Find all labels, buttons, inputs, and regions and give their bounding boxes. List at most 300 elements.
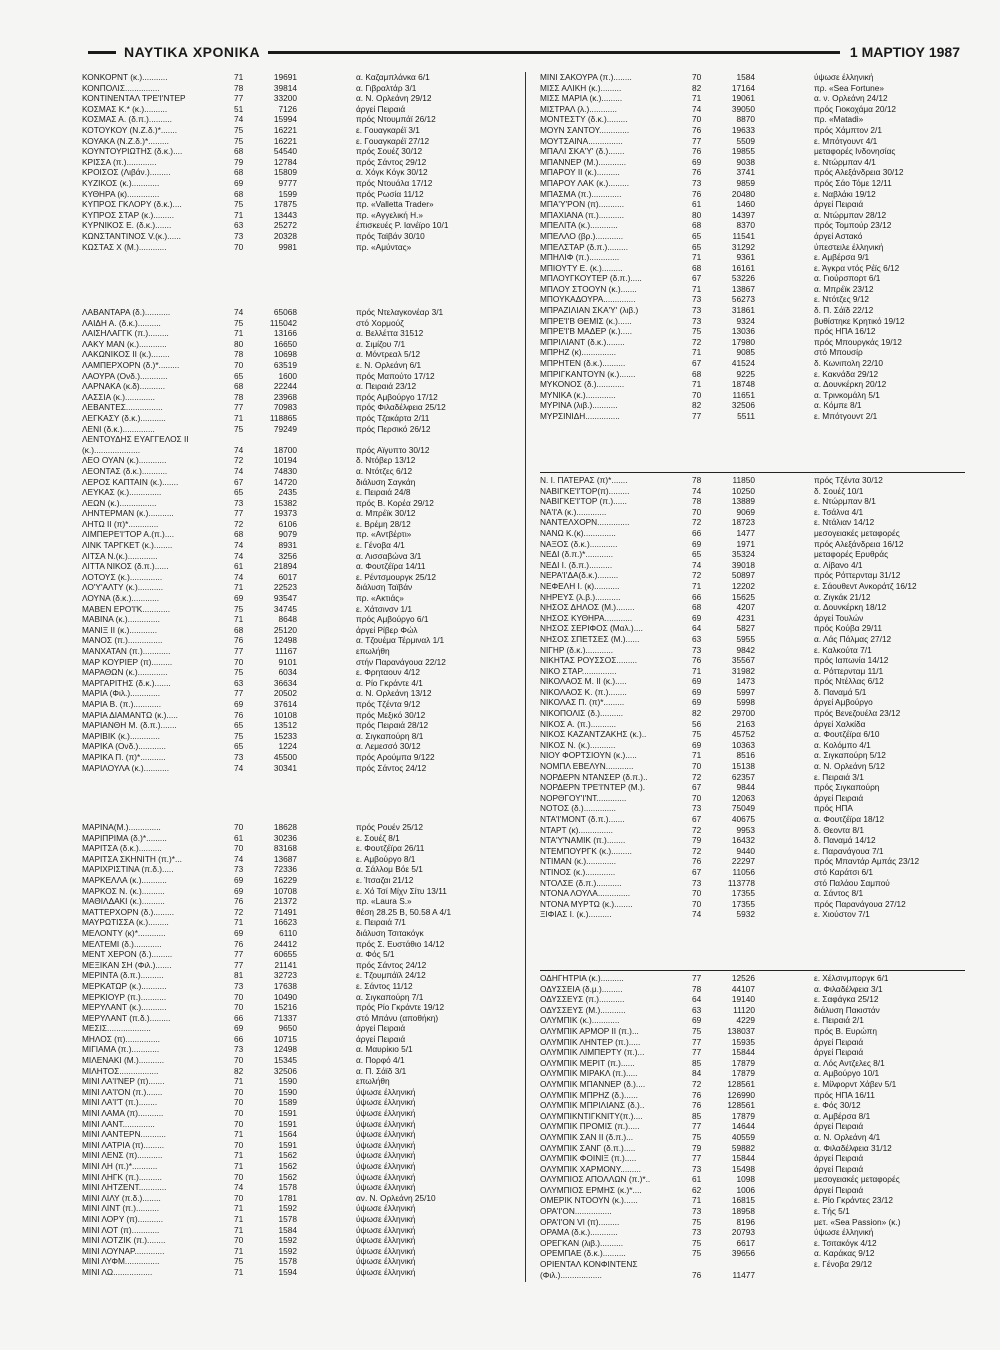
ship-list-section <box>82 72 507 252</box>
ship-row <box>540 337 965 348</box>
position-note: ε. Βρέμη 28/12 <box>356 518 411 529</box>
ship-name: ΝΟΡΘΓΟΥ'Ι'ΝΤ............. <box>540 792 627 803</box>
ship-row <box>540 517 965 528</box>
tonnage: 19633 <box>731 124 755 135</box>
build-year: 66 <box>692 527 702 538</box>
ship-row <box>82 822 507 833</box>
tonnage: 5997 <box>736 686 755 697</box>
ship-name: ΟΡΙΕΝΤΑΛ ΚΟΝΦΙΝΤΕΝΣ <box>540 1259 638 1270</box>
position-note: άργεί Αμβούργο <box>814 697 873 708</box>
build-year: 73 <box>692 644 702 655</box>
position-note: ε. Τζουμπάϊλ 24/12 <box>356 970 426 981</box>
ship-name: ΜΙΝΙ ΛΥΦΜ............... <box>82 1256 160 1267</box>
tonnage: 16815 <box>731 1195 755 1206</box>
ship-row <box>540 210 965 221</box>
ship-row <box>82 529 507 540</box>
position-note: α. Αμβέρσα 8/1 <box>814 1110 871 1121</box>
tonnage: 12498 <box>273 1044 297 1055</box>
tonnage: 16623 <box>273 917 297 928</box>
build-year: 79 <box>692 835 702 846</box>
ship-row <box>540 284 965 295</box>
ship-name: ΜΑΡΙΤΣΑ ΣΚΗΝΙΤΗ (π.)*... <box>82 853 182 864</box>
build-year: 77 <box>234 688 244 699</box>
position-note: ε. Ναβλάκι 19/12 <box>814 188 876 199</box>
position-note: πρός ΗΠΑ <box>814 803 853 814</box>
ship-row <box>540 994 965 1005</box>
build-year: 76 <box>692 856 702 867</box>
tonnage: 8931 <box>278 540 297 551</box>
ship-name: (κ.).................... <box>82 444 141 455</box>
ship-name: ΛΕΩΝ (κ.)................ <box>82 497 157 508</box>
position-note: ε. Τσάλνα 4/1 <box>814 506 864 517</box>
ship-name: (Φιλ.).................. <box>540 1269 602 1280</box>
position-note: α. Ζιγκάκ 21/12 <box>814 591 871 602</box>
ship-name: ΝΑΝΤΕΛΧΟΡΝ.............. <box>540 517 630 528</box>
position-note: στό Χορμούζ <box>356 317 404 328</box>
ship-row <box>82 667 507 678</box>
tonnage: 79249 <box>273 423 297 434</box>
build-year: 70 <box>234 359 244 370</box>
tonnage: 31292 <box>731 241 755 252</box>
ship-row <box>540 326 965 337</box>
tonnage: 1592 <box>278 1235 297 1246</box>
ship-name: ΜΑΡΙΚΑ (Ονδ.)............ <box>82 741 166 752</box>
position-note: πρός Σάο Τόμε 12/11 <box>814 177 892 188</box>
tonnage: 5955 <box>736 633 755 644</box>
ship-name: ΟΔΗΓΗΤΡΙΑ (κ.).......... <box>540 973 624 983</box>
position-note: α. Λισσαβώνα 3/1 <box>356 550 422 561</box>
position-note: ύψωσε έλληνική <box>356 1245 416 1256</box>
position-note: στό Μπάνυ (αποθήκη) <box>356 1012 439 1023</box>
build-year: 65 <box>692 549 702 560</box>
ship-name: ΜΙΝΙ ΛΟΡΥ (π)........... <box>82 1213 164 1224</box>
build-year: 73 <box>234 980 244 991</box>
position-note: αν. Ν. Ορλεάνη 25/10 <box>356 1192 436 1203</box>
tonnage: 35567 <box>731 655 755 666</box>
ship-name: ΝΕΔΙ (δ.π.)*............ <box>540 549 614 560</box>
ship-name: ΜΙΝΙ ΛΑΜΑ (π)........... <box>82 1108 164 1119</box>
position-note: α. Σάντος 8/1 <box>814 888 864 899</box>
build-year: 71 <box>692 283 702 294</box>
ship-row <box>82 678 507 689</box>
position-note: πρός Γιοκοχάμα 20/12 <box>814 103 897 114</box>
ship-row <box>540 104 965 115</box>
build-year: 75 <box>234 730 244 741</box>
ship-name: ΜΟΥΤΣΑΙΝΑ............... <box>540 135 623 146</box>
position-note: α. Φουτζέϊρα 14/11 <box>356 561 426 572</box>
position-note: άργεί Πειραιά <box>814 1163 864 1174</box>
tonnage: 40675 <box>731 814 755 824</box>
build-year: 65 <box>234 370 244 381</box>
tonnage: 9440 <box>736 845 755 856</box>
ship-name: ΝΙΚΟΠΟΛΙΣ (δ.).......... <box>540 708 624 719</box>
build-year: 71 <box>692 1195 702 1206</box>
ship-name: ΝΟΤΟΣ (δ.).............. <box>540 803 616 814</box>
build-year: 74 <box>692 103 702 114</box>
ship-name: ΟΜΕΡΙΚ ΝΤΟΟΥΝ (κ.)...... <box>540 1195 638 1206</box>
position-note: πρός Β. Κορέα 29/12 <box>356 497 434 508</box>
position-note: α. Ν. Ορλεάνη 5/12 <box>814 761 885 772</box>
position-note: πρός Μπαντάρ Αμπάς 23/12 <box>814 856 920 867</box>
ship-row <box>540 1153 965 1164</box>
build-year: 70 <box>234 991 244 1002</box>
tonnage: 9225 <box>736 368 755 379</box>
ship-name: ΜΑΡΚΕΛΛΑ (κ.)........... <box>82 874 167 885</box>
position-note: α. Σάλλομ Βόε 5/1 <box>356 864 423 875</box>
ship-row <box>540 1174 965 1185</box>
column-divider <box>525 72 526 1282</box>
build-year: 79 <box>692 1142 702 1153</box>
position-note: πρ. «Αντβέρτι» <box>356 529 412 540</box>
ship-name: ΜΑΡΚΟΣ Ν. (κ.).......... <box>82 885 165 896</box>
ship-name: ΛΕΡΟΣ ΚΑΠΤΑΙΝ (κ.)....... <box>82 476 179 487</box>
build-year: 65 <box>234 741 244 752</box>
position-note: ύψωσε έλληνική <box>356 1266 416 1277</box>
ship-row <box>82 960 507 971</box>
build-year: 72 <box>692 517 702 528</box>
position-note: πρός Αλεξάνδρεια 30/12 <box>814 167 904 178</box>
tonnage: 1600 <box>278 370 297 381</box>
build-year: 75 <box>692 1248 702 1259</box>
ship-name: ΛΕΥΚΑΣ (κ.).............. <box>82 487 162 498</box>
tonnage: 14644 <box>731 1121 755 1132</box>
build-year: 70 <box>234 1108 244 1119</box>
tonnage: 10698 <box>273 349 297 360</box>
ship-name: ΛΑΟΥΡΑ (Ονδ.)............ <box>82 370 168 381</box>
ship-name: ΜΠΙΟΥΤΥ Ε. (κ.)......... <box>540 262 623 273</box>
tonnage: 8648 <box>278 614 297 625</box>
ship-row <box>82 710 507 721</box>
ship-row <box>82 604 507 615</box>
position-note: δ. Παναμά 5/1 <box>814 686 867 697</box>
ship-name: ΚΩΣΤΑΣ Χ (Μ.)............ <box>82 241 167 252</box>
ship-row <box>82 508 507 519</box>
ship-name: ΝΟΜΠΛ ΕΒΕΛΥΝ............ <box>540 761 634 772</box>
build-year: 80 <box>692 209 702 220</box>
position-note: μεταφορές Ερυθράς <box>814 549 889 560</box>
ship-row <box>540 294 965 305</box>
build-year: 73 <box>692 294 702 305</box>
tonnage: 15498 <box>731 1163 755 1174</box>
ship-row <box>540 729 965 740</box>
ship-name: ΜΙΝΙ ΛΗΤΖΕΝΤ............ <box>82 1182 167 1193</box>
position-note: α. Κολόμπο 4/1 <box>814 739 871 750</box>
ship-list-section <box>82 307 507 773</box>
ship-name: ΟΛΥΜΠΙΚ ΣΑΝ ΙΙ (δ.π.)... <box>540 1131 634 1142</box>
position-note: α. Σιγκαπούρη 8/1 <box>356 730 424 741</box>
build-year: 68 <box>692 262 702 273</box>
tonnage: 19140 <box>731 994 755 1005</box>
ship-row <box>540 1206 965 1217</box>
ship-name: ΜΙΝΙ ΛΕΝΣ (π)........... <box>82 1150 163 1161</box>
tonnage: 128561 <box>727 1078 755 1089</box>
ship-name: ΟΛΥΜΠΙΚ ΜΠΡΙΛΙΑΝΣ (δ.).. <box>540 1100 645 1111</box>
build-year: 76 <box>692 1269 702 1280</box>
ship-name: ΝΕΔΙ Ι. (δ.π.).......... <box>540 559 613 570</box>
build-year: 77 <box>234 402 244 413</box>
position-note: πρ. «Matadi» <box>814 114 864 125</box>
ship-row <box>540 666 965 677</box>
position-note: πρός Κούβα 29/11 <box>814 623 882 634</box>
ship-name: ΝΤΙΝΟΣ (κ.)............. <box>540 866 616 877</box>
build-year: 76 <box>234 709 244 720</box>
tonnage: 15138 <box>731 761 755 772</box>
build-year: 70 <box>234 1235 244 1246</box>
position-note: άργεί Πειραιά <box>814 199 864 210</box>
position-note: ε. Ντότζες 9/12 <box>814 294 870 305</box>
tonnage: 44107 <box>731 983 755 994</box>
build-year: 76 <box>692 1089 702 1100</box>
ship-row <box>540 1227 965 1238</box>
tonnage: 16229 <box>273 874 297 885</box>
ship-name: ΜΠΡΑΖΙΛΙΑΝ ΣΚΑ'Υ' (λιβ.) <box>540 305 639 316</box>
position-note: πρός Μαπούτο 17/12 <box>356 370 435 381</box>
tonnage: 1477 <box>736 527 755 538</box>
position-note: πρός Αλεξάνδρεια 16/12 <box>814 538 904 549</box>
build-year: 71 <box>234 209 244 220</box>
build-year: 67 <box>692 814 702 824</box>
build-year: 65 <box>234 487 244 498</box>
build-year: 70 <box>234 843 244 854</box>
ship-row <box>540 772 965 783</box>
position-note: πρός Ιαπωνία 14/12 <box>814 655 889 666</box>
tonnage: 20793 <box>731 1227 755 1238</box>
build-year: 70 <box>234 1192 244 1203</box>
ship-name: ΛΕΓΚΑΣΥ (δ.κ.)........... <box>82 412 166 423</box>
position-note: ε. Σάουθεντ Ανκοράτζ 16/12 <box>814 580 917 591</box>
position-note: ε. Πειραιά 24/8 <box>356 487 411 498</box>
ship-name: ΝΙΚΟΛΑΣ Π. (π)*......... <box>540 697 625 708</box>
ship-row <box>540 825 965 836</box>
build-year: 71 <box>234 1245 244 1256</box>
position-note: άργεί Αστακό <box>814 230 863 241</box>
tonnage: 13166 <box>273 328 297 339</box>
position-note: α. Φιλαδέλφεια 3/1 <box>814 983 883 994</box>
build-year: 71 <box>234 1150 244 1161</box>
tonnage: 15844 <box>731 1047 755 1058</box>
ship-name: ΝΑΒΙΓΚΕ'Ι'ΤΟΡ(π)......... <box>540 485 630 496</box>
position-note: ύψωσε έλληνική <box>356 1118 416 1129</box>
ship-name: ΜΙΝΙ ΛΟΤ (π)............ <box>82 1224 160 1235</box>
ship-row <box>540 178 965 189</box>
tonnage: 17980 <box>731 336 755 347</box>
ship-name: ΜΠΑΝΝΕΡ (Μ.)............ <box>540 156 627 167</box>
position-note: πρός Τομπούρ 23/12 <box>814 220 892 231</box>
ship-name: ΚΥΡΝΙΚΟΣ Ε. (δ.κ.)....... <box>82 220 172 231</box>
tonnage: 16432 <box>731 835 755 846</box>
build-year: 71 <box>692 347 702 358</box>
ship-name: ΜΙΝΙ ΛΑΝΤ.............. <box>82 1118 155 1129</box>
tonnage: 6017 <box>278 571 297 582</box>
ship-row <box>82 307 507 318</box>
ship-row <box>82 896 507 907</box>
ship-row <box>540 750 965 761</box>
build-year: 72 <box>692 1078 702 1089</box>
ship-name: ΜΠΕΛΙΤΑ (κ.)............ <box>540 220 618 231</box>
build-year: 73 <box>692 1163 702 1174</box>
tonnage: 15382 <box>273 497 297 508</box>
position-note: ύψωσε έλληνική <box>356 1161 416 1171</box>
position-note: άργεί Πειραιά <box>814 1121 864 1132</box>
position-note: α. Λίβανο 4/1 <box>814 559 863 570</box>
build-year: 61 <box>692 1174 702 1185</box>
position-note: α. Λεμεσσό 30/12 <box>356 741 421 752</box>
ship-row <box>82 413 507 424</box>
ship-row <box>540 199 965 210</box>
tonnage: 4207 <box>736 602 755 613</box>
ship-name: ΝΤΟΝΑ ΛΟΥΛΑ.............. <box>540 888 631 899</box>
ship-row <box>540 316 965 327</box>
position-note: ύψωσε έλληνική <box>356 1097 416 1108</box>
position-note: δ. Κωνιπολη 22/10 <box>814 358 884 369</box>
tonnage: 8516 <box>736 750 755 761</box>
ship-name: ΜΕΣΙΣ................... <box>82 1023 151 1034</box>
build-year: 75 <box>234 603 244 614</box>
tonnage: 34745 <box>273 603 297 614</box>
ship-name: ΝΕΡΑ'Ι'ΔΑ(δ.κ.)......... <box>540 570 619 581</box>
tonnage: 11651 <box>732 389 755 400</box>
tonnage: 1578 <box>278 1213 297 1224</box>
ship-row <box>540 358 965 369</box>
ship-row <box>82 231 507 242</box>
tonnage: 39656 <box>731 1248 755 1259</box>
position-note: α. Φιλαδέλφεια 31/12 <box>814 1142 892 1153</box>
position-note: ε. Γουαγκαρέϊ 27/12 <box>356 135 430 146</box>
tonnage: 71491 <box>273 906 297 917</box>
ship-name: ΛΟ'Υ'ΑΛΤΥ (κ.)........... <box>82 582 164 593</box>
position-note: πρός Φιλαδέλφεια 25/12 <box>356 402 446 413</box>
position-note: πρός Ρωσία 11/12 <box>356 188 424 199</box>
build-year: 71 <box>234 1129 244 1140</box>
build-year: 76 <box>692 167 702 178</box>
position-note: διάλυση Πακιστάν <box>814 1004 880 1015</box>
tonnage: 72336 <box>273 864 297 875</box>
ship-name: ΜΠΑ'Υ'ΡΟΝ (π)........... <box>540 199 625 210</box>
tonnage: 12202 <box>731 580 755 591</box>
tonnage: 22244 <box>273 381 297 392</box>
ship-name: ΛΙΤΤΑ ΝΙΚΟΣ (δ.π.)...... <box>82 561 169 572</box>
tonnage: 6617 <box>736 1237 755 1248</box>
tonnage: 31861 <box>731 305 755 316</box>
build-year: 76 <box>234 635 244 646</box>
build-year: 68 <box>234 529 244 540</box>
ship-row <box>540 72 965 83</box>
tonnage: 20328 <box>273 230 297 241</box>
tonnage: 21141 <box>274 959 297 970</box>
tonnage: 75049 <box>731 803 755 814</box>
ship-row <box>82 1150 507 1161</box>
build-year: 63 <box>692 633 702 644</box>
tonnage: 15994 <box>273 114 297 125</box>
ship-row <box>82 146 507 157</box>
tonnage: 13889 <box>731 496 755 507</box>
build-year: 65 <box>234 720 244 731</box>
ship-row <box>540 592 965 603</box>
build-year: 82 <box>234 1065 244 1076</box>
tonnage: 1224 <box>278 741 297 752</box>
ship-name: ΜΠΑΡΟΥ ΛΑΚ (κ.)......... <box>540 177 630 188</box>
ship-list-section <box>540 472 965 920</box>
ship-row <box>540 899 965 910</box>
ship-row <box>540 1090 965 1101</box>
position-note: ε. Καλκούτα 7/1 <box>814 644 872 655</box>
ship-name: ΜΑΝΙΞ ΙΙ (κ.)............ <box>82 624 157 635</box>
build-year: 69 <box>234 885 244 896</box>
build-year: 70 <box>234 1097 244 1108</box>
ship-name: ΜΑΘΙΛΔΑΚΙ (κ.).......... <box>82 896 165 907</box>
build-year: 82 <box>692 82 702 93</box>
tonnage: 41524 <box>731 358 755 369</box>
build-year: 71 <box>234 1224 244 1235</box>
ship-name: ΝΙΚΟ ΣΤΑΡ............... <box>540 665 617 676</box>
ship-name: ΛΑΡΝΑΚΑ (κ.δ)........... <box>82 381 166 392</box>
build-year: 70 <box>234 1139 244 1150</box>
position-note: δ. Θεοντα 8/1 <box>814 824 864 835</box>
ship-name: ΜΙΣΣ ΑΛΙΚΗ (κ.)......... <box>540 82 622 93</box>
ship-row <box>82 371 507 382</box>
build-year: 61 <box>692 199 702 210</box>
build-year: 68 <box>234 146 244 157</box>
position-note: ε. Ρέντσμουργκ 25/12 <box>356 571 436 582</box>
tonnage: 1592 <box>278 1245 297 1256</box>
position-note: ύψωσε έλληνική <box>356 1203 416 1214</box>
ship-name: ΝΕΦΕΛΗ Ι. (κ)........... <box>540 580 620 591</box>
build-year: 70 <box>692 792 702 803</box>
tonnage: 1564 <box>278 1129 297 1140</box>
ship-name: ΝΤΟΝΑ ΜΥΡΤΩ (κ.)........ <box>540 898 633 909</box>
build-year: 81 <box>234 970 244 981</box>
tonnage: 18958 <box>731 1206 755 1217</box>
build-year: 73 <box>234 1044 244 1055</box>
ship-row <box>82 1161 507 1172</box>
position-note: α. Φουτζέϊρα 6/10 <box>814 729 880 740</box>
position-note: α. Ν. Ορλεάνη 13/12 <box>356 688 432 699</box>
ship-row <box>540 1259 965 1270</box>
ship-name: ΜΕΛΟΝΤΥ (κ)*............ <box>82 927 166 938</box>
ship-name: ΟΔΥΣΣΕΥΣ (π.)........... <box>540 994 625 1005</box>
tonnage: 20502 <box>273 688 297 699</box>
position-note: α. Πορφό 4/1 <box>356 1055 405 1066</box>
tonnage: 15844 <box>731 1153 755 1164</box>
build-year: 77 <box>234 949 244 960</box>
tonnage: 1599 <box>278 188 297 199</box>
ship-row <box>540 136 965 147</box>
ship-name: ΛΕΟΝΤΑΣ (δ.κ.)........... <box>82 465 168 476</box>
ship-name: ΛΑΚΩΝΙΚΟΣ ΙΙ (κ.)........ <box>82 349 170 360</box>
ship-row <box>540 157 965 168</box>
ship-row <box>82 1013 507 1024</box>
position-note: ε. Ντάλιαν 14/12 <box>814 517 875 528</box>
tonnage: 10194 <box>273 455 297 466</box>
position-note: ύψωσε έλληνική <box>356 1086 416 1097</box>
build-year: 73 <box>234 751 244 762</box>
ship-name: ΝΟΡΔΕΡΝ ΤΡΕ'Ι'ΝΤΕΡ (Μ.). <box>540 782 646 793</box>
tonnage: 13687 <box>273 853 297 864</box>
build-year: 73 <box>234 230 244 241</box>
build-year: 69 <box>692 538 702 549</box>
ship-row <box>82 178 507 189</box>
ship-row <box>540 1143 965 1154</box>
build-year: 72 <box>692 845 702 856</box>
ship-list-section <box>82 822 507 1278</box>
position-note: ύψωσε έλληνική <box>814 72 874 82</box>
tonnage: 15809 <box>273 167 297 178</box>
position-note: ε. Τσιτακόγκ 4/12 <box>814 1237 877 1248</box>
build-year: 68 <box>234 188 244 199</box>
tonnage: 128561 <box>727 1100 755 1111</box>
position-note: πρός Ντελαγκονέαρ 3/1 <box>356 307 444 317</box>
ship-row <box>82 928 507 939</box>
